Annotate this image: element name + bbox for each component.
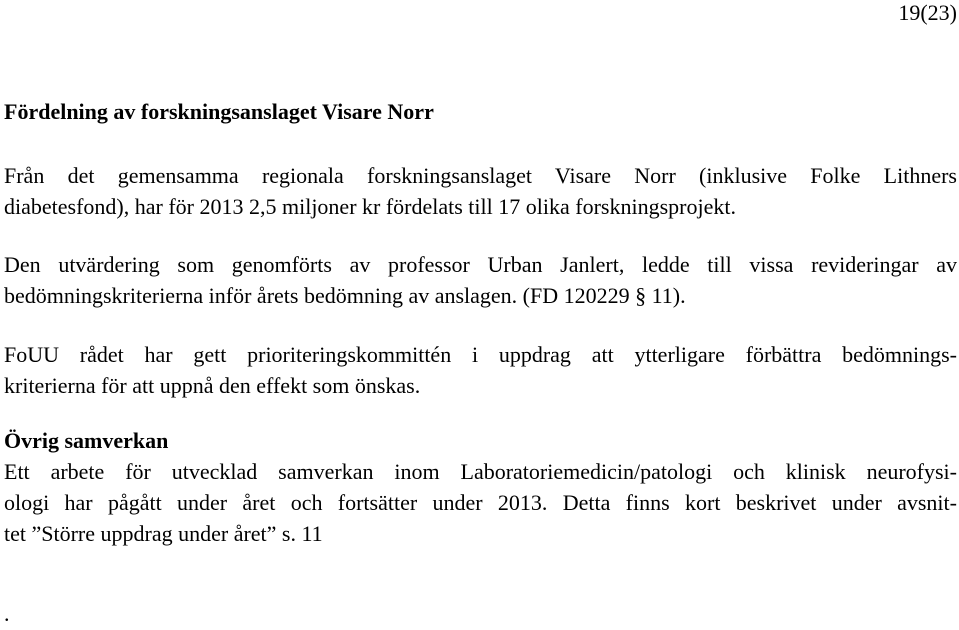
text-line: FoUU rådet har gett prioriteringskommittén i uppdrag att ytterligare förbättra bedömnings- [4,342,957,367]
text-line: tet ”Större uppdrag under året” s. 11 [4,521,323,546]
text-line: Den utvärdering som genomförts av professor Urban Janlert, ledde till vissa revideringar av [4,252,957,277]
paragraph-evaluation [4,249,957,311]
section-heading-ovrig-samverkan: Övrig samverkan [4,428,169,453]
paragraph-samverkan [4,456,957,549]
trailing-period: . [4,601,10,626]
text-line: Från det gemensamma regionala forskningsanslaget Visare Norr (inklusive Folke Lithners [4,163,957,188]
text-line: kriterierna för att uppnå den effekt som önskas. [4,373,421,398]
section-heading-visare-norr: Fördelning av forskningsanslaget Visare Norr [4,99,434,124]
text-line: ologi har pågått under året och fortsätter under 2013. Detta finns kort beskrivet under avsnit- [4,490,957,515]
paragraph-visare-norr-funding [4,160,957,222]
text-line: Ett arbete för utvecklad samverkan inom Laboratoriemedicin/patologi och klinisk neurofysi- [4,459,957,484]
paragraph-fouu-council [4,339,957,401]
text-line: diabetesfond), har för 2013 2,5 miljoner kr fördelats till 17 olika forskningsprojekt. [4,194,736,219]
text-line: bedömningskriterierna inför årets bedömning av anslagen. (FD 120229 § 11). [4,283,686,308]
page-number: 19(23) [898,0,957,25]
